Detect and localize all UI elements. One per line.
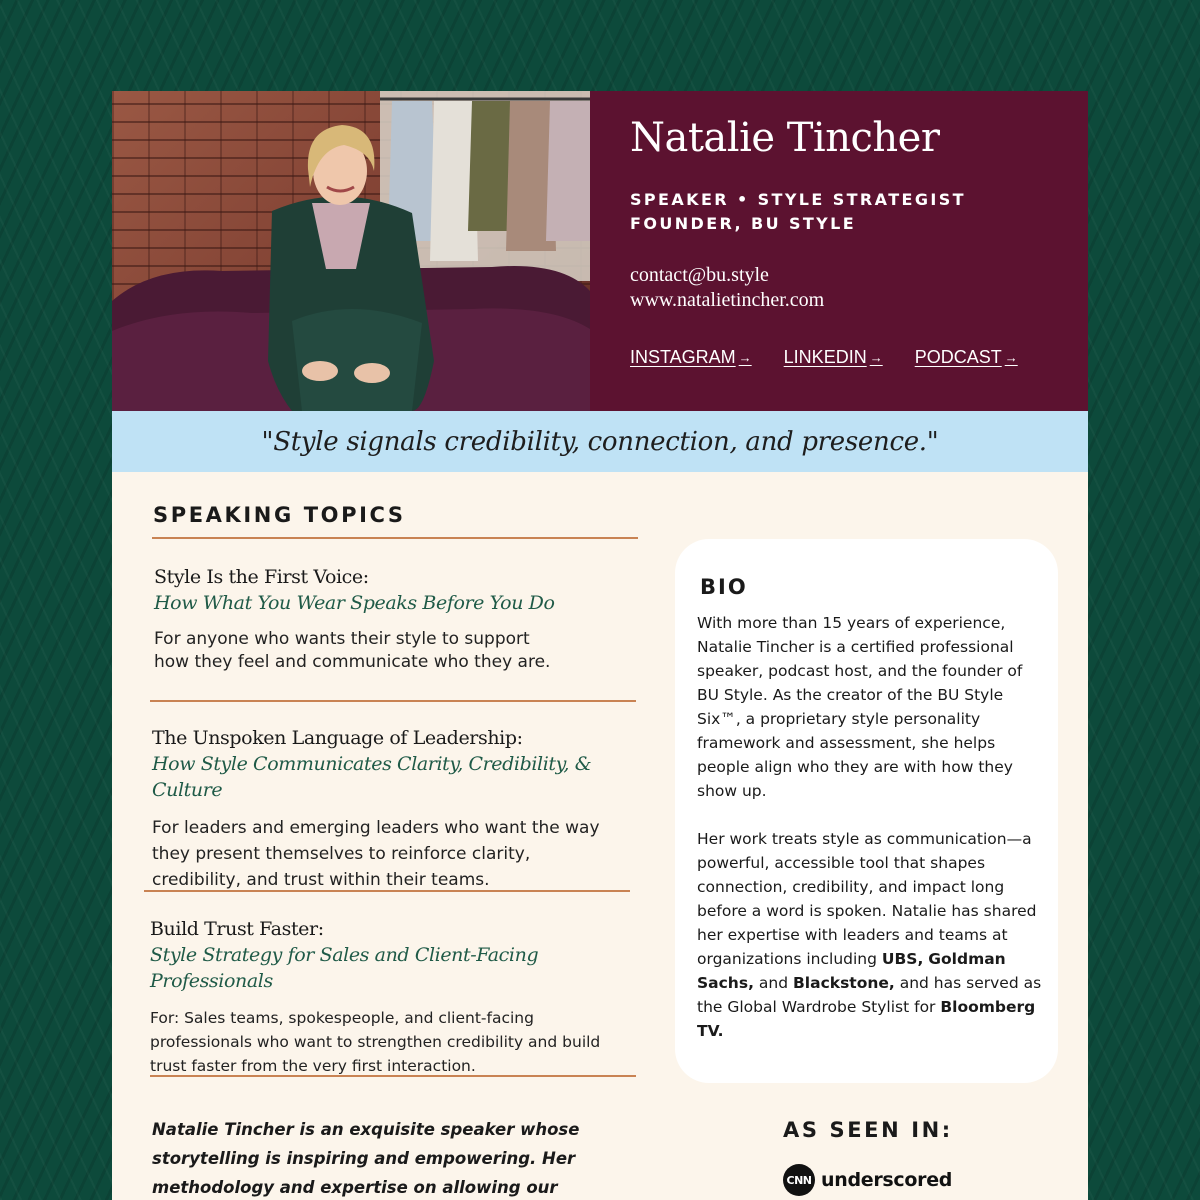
speaker-name: Natalie Tincher: [630, 115, 940, 161]
podcast-link-label: PODCAST: [914, 347, 1002, 367]
as-seen-in-heading: AS SEEN IN:: [783, 1118, 953, 1142]
topic-title: Build Trust Faster:: [150, 918, 324, 940]
one-sheet: [112, 91, 1088, 1200]
bio-body: [697, 611, 1042, 1043]
arrow-right-icon: →: [1004, 350, 1018, 365]
instagram-link-label: INSTAGRAM: [630, 347, 736, 367]
hero-section: [112, 91, 1088, 411]
contact-info: [630, 263, 824, 313]
instagram-link[interactable]: [630, 347, 752, 368]
topic-title: The Unspoken Language of Leadership:: [152, 727, 523, 749]
role-line: SPEAKER • STYLE STRATEGIST: [630, 190, 966, 209]
arrow-right-icon: →: [869, 350, 883, 365]
social-links: [630, 347, 1018, 368]
linkedin-link[interactable]: [784, 347, 883, 368]
signature-quote: "Style signals credibility, connection, and presence.": [261, 426, 939, 457]
cnn-logo-mark: CNN: [783, 1164, 815, 1196]
quote-band: [112, 411, 1088, 472]
contact-panel: [590, 91, 1088, 411]
topic-subtitle: How What You Wear Speaks Before You Do: [154, 592, 555, 614]
speaker-photo: [112, 91, 590, 411]
bio-paragraph: With more than 15 years of experience, Natalie Tincher is a certified professional speaker, podcast host, and the founder of BU Style. As the creator of the BU Style Six™, a proprietary style personality framework and assessment, she helps people align who they are with how they show up.: [697, 614, 1023, 800]
client-ubs: UBS,: [881, 950, 924, 968]
bio-text: and has served as the Global Wardrobe Stylist for: [697, 974, 1042, 1016]
bio-card: [675, 539, 1058, 1083]
topic-description: For leaders and emerging leaders who want the way they present themselves to reinforce clarity, credibility, and trust within their teams.: [152, 818, 600, 890]
speaker-photo-illustration: [112, 91, 590, 411]
email-link[interactable]: contact@bu.style: [630, 264, 769, 286]
topic-subtitle: How Style Communicates Clarity, Credibility, & Culture: [152, 753, 592, 801]
topic-title: Style Is the First Voice:: [154, 566, 369, 588]
logo-wordmark: underscored: [821, 1169, 953, 1191]
role-line: FOUNDER, BU STYLE: [630, 214, 857, 233]
client-bloomberg-tv: Bloomberg TV.: [697, 998, 1036, 1040]
client-blackstone: Blackstone,: [792, 974, 895, 992]
bio-text: Her work treats style as communication—a powerful, accessible tool that shapes connection, credibility, and impact long before a word is spoken. Natalie has shared her expertise with leaders and teams at organizations including: [697, 830, 1037, 968]
divider-rule: [150, 700, 636, 702]
testimonial-quote: Natalie Tincher is an exquisite speaker whose storytelling is inspiring and empowering. Her methodology and expertise on allowing our: [152, 1120, 580, 1197]
podcast-link[interactable]: [915, 347, 1018, 368]
topic-item: [152, 725, 662, 893]
topic-item: [154, 564, 644, 674]
divider-rule: [144, 890, 630, 892]
bio-paragraph: [697, 827, 1042, 1043]
speaker-roles: [630, 188, 966, 236]
topic-subtitle: Style Strategy for Sales and Client-Facing Professionals: [150, 944, 539, 992]
divider-rule: [150, 1075, 636, 1077]
bio-heading: BIO: [700, 575, 748, 599]
topic-description: For anyone who wants their style to support how they feel and communicate who they are.: [154, 629, 551, 672]
topic-description: For: Sales teams, spokespeople, and client-facing professionals who want to strengthen credibility and build trust faster from the very first interaction.: [150, 1009, 601, 1075]
client-goldman-sachs: Goldman Sachs,: [697, 950, 1006, 992]
bio-text: and: [753, 974, 793, 992]
arrow-right-icon: →: [738, 350, 752, 365]
divider-rule: [152, 537, 638, 539]
topic-item: [150, 916, 662, 1078]
website-link[interactable]: www.natalietincher.com: [630, 289, 825, 311]
speaking-topics-heading: SPEAKING TOPICS: [153, 503, 406, 527]
linkedin-link-label: LINKEDIN: [783, 347, 867, 367]
cnn-underscored-logo: [783, 1164, 952, 1196]
